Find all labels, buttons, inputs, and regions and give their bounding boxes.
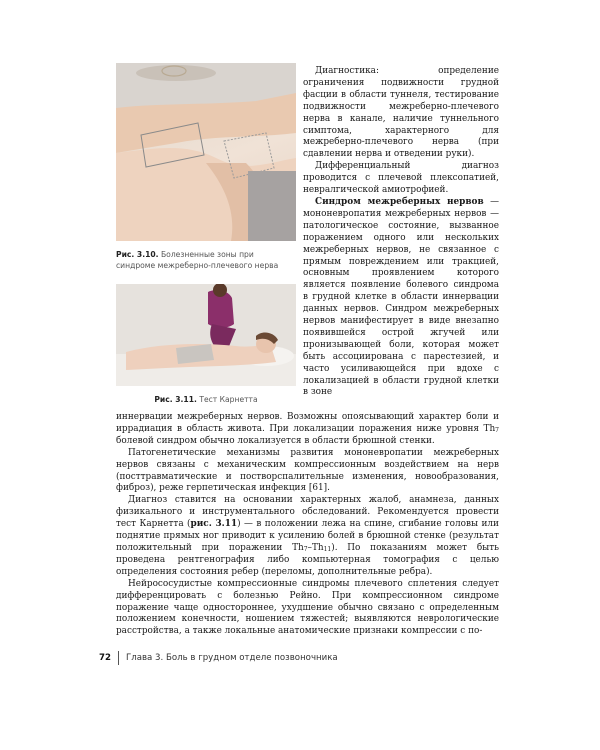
subscript-th11: 11 [323, 545, 332, 553]
text-dash-th: –Th [307, 542, 324, 553]
subscript-th7: 7 [495, 426, 499, 434]
page-number: 72 [99, 653, 111, 663]
figure-3-11-text: Тест Карнетта [199, 395, 258, 404]
figure-3-10-caption [116, 249, 296, 271]
text-cont-b: болевой синдром обычно локализуется в области брюшной стенки. [116, 435, 435, 446]
paragraph-intercostal-continued [116, 412, 499, 448]
figure-3-11-photo [116, 284, 296, 386]
page-footer [99, 651, 338, 665]
karnett-test-photo-illustration [116, 284, 296, 386]
subscript-th7-b: 7 [303, 545, 308, 553]
footer-divider [118, 651, 119, 665]
paragraph-diagnosis [116, 495, 499, 578]
text-diag-a: Диагноз ставится на основании характерных жалоб, анамнеза, данных физикального и инструментального обследований. Рекомендуется провести тест Карнетта ( [116, 495, 499, 530]
paragraph-diagnostics: Диагностика: определение ограничения подвижности грудной фасции в области туннеля, тестирование подвижности межреберно-плечевого нерва в канале, наличие туннельного симптома, характерного для межреберно-плечевого нерва (при сдавлении нерва и отведении руки). [303, 66, 499, 160]
paragraph-intercostal-syndrome [303, 197, 499, 399]
right-column-text [303, 66, 499, 399]
figure-3-10-photo [116, 63, 296, 241]
text-diag-b: ) — в положении лежа на спине, сгибание головы или поднятие прямых ног приводит к усилению болей в брюшной стенке (результат положительный при поражении Th [116, 519, 499, 553]
text-diag-c: ). По показаниям может быть проведена рентгенография либо компьютерная томография с целью определения состояния ребер (переломы, дополнительные ребра). [116, 542, 499, 577]
text-cont-a: иннервации межреберных нервов. Возможны опоясывающий характер боли и иррадиация в область живота. При локализации поражения ниже уровня Th [116, 412, 499, 434]
intercostal-syndrome-definition: — мононевропатия межреберных нервов — патологическое состояние, вызванное поражением одного или нескольких межреберных нервов, не связанное с прямым повреждением или тракцией, основным проявлением которого является появление болевого синдрома в грудной клетке в области иннервации данных нервов. Синдром межреберных нервов манифестирует в виде внезапно появившейся острой жгучей или пронизывающей боли, которая может быть ассоциирована с парестезией, и часто усиливающейся при вдохе с локализацией в области грудной клетки в зоне [303, 196, 499, 398]
figure-3-10-text: Болезненные зоны при синдроме межреберно-плечевого нерва [116, 250, 279, 270]
paragraph-pathogenesis: Патогенетические механизмы развития мононевропатии межреберных нервов связаны с механическим компрессионным воздействием на нерв (посттравматические и постворспалительные изменения, новообразования, фиброз), реже герпетическая инфекция [61]. [116, 447, 499, 494]
figure-reference: рис. 3.11 [190, 519, 238, 530]
figure-3-10-label: Рис. 3.10. [116, 250, 159, 259]
figure-3-11-caption [116, 394, 296, 405]
term-intercostal-syndrome: Синдром межреберных нервов [315, 196, 484, 207]
paragraph-differential: Дифференциальный диагноз проводится с плечевой плексопатией, невралгической амиотрофией. [303, 161, 499, 196]
full-width-text [116, 412, 499, 638]
chapter-title: Глава 3. Боль в грудном отделе позвоночника [125, 653, 338, 663]
armpit-photo-illustration [116, 63, 296, 241]
paragraph-neurovascular: Нейрососудистые компрессионные синдромы плечевого сплетения следует дифференцировать с болезнью Рейно. При компрессионном синдроме поражение чаще одностороннее, ухудшение обычно связано с определенным положением конечности, ношением тяжестей; выявляются неврологические расстройства, а также локальные анатомические признаки компрессии с по- [116, 578, 499, 637]
figure-3-11 [116, 284, 296, 405]
figure-3-11-label: Рис. 3.11. [154, 395, 197, 404]
figure-3-10 [116, 63, 296, 271]
